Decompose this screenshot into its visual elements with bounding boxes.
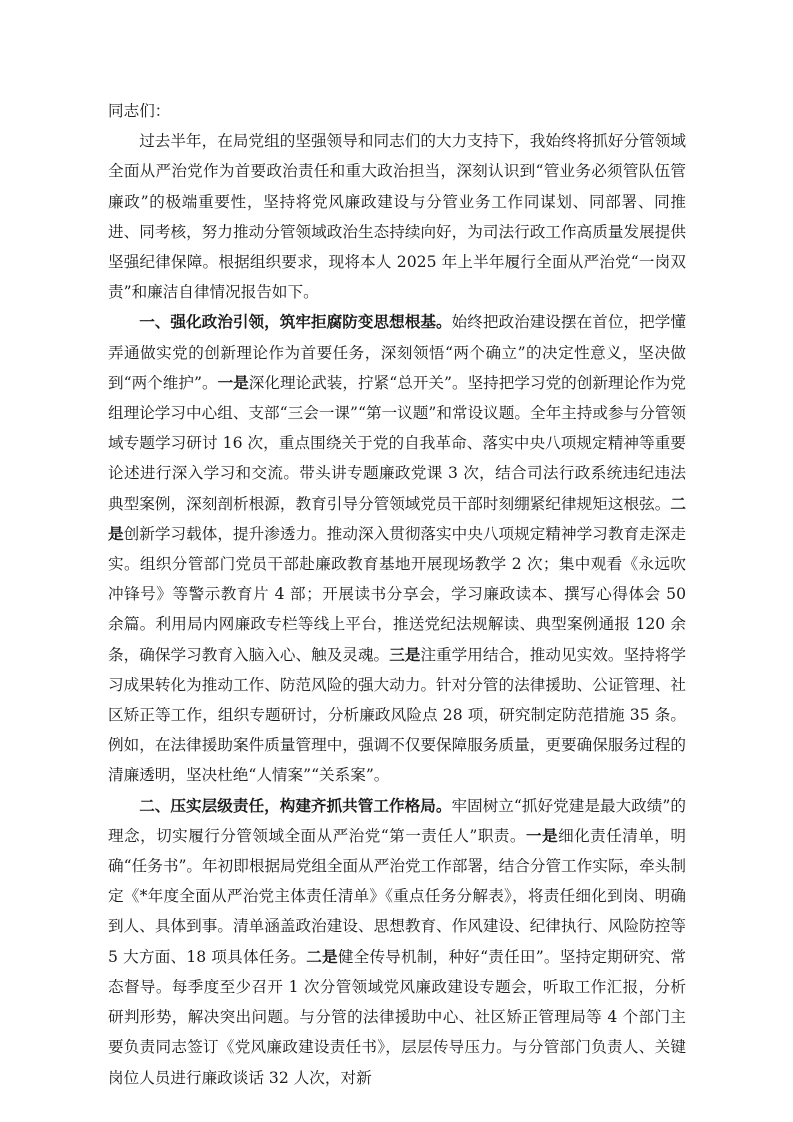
section-1-point-2-label: 二是 bbox=[108, 493, 686, 543]
section-2-heading: 二、压实层级责任，构建齐抓共管工作格局。 bbox=[139, 795, 452, 815]
intro-paragraph: 过去半年，在局党组的坚强领导和同志们的大力支持下，我始终将抓好分管领域全面从严治党作为首要政治责任和重大政治担当，深刻认识到“管业务必须管队伍管廉政”的极端重要性，坚持将党风廉政建设与分管业务工作同谋划、同部署、同推进、同考核，努力推动分管领域政治生态持续向好，为司法行政工作高质量发展提供坚强纪律保障。根据组织要求，现将本人 2025 年上半年履行全面从严治党“一岗双责”和廉洁自律情况报告如下。 bbox=[108, 132, 686, 302]
section-2-point-2-label: 二是 bbox=[306, 946, 338, 966]
section-2-lead: 牢固树立“抓好党建是最大政绩”的理念，切实履行分管领域全面从严治党“第一责任人”职责。 bbox=[108, 796, 686, 845]
section-1-point-3-label: 三是 bbox=[389, 644, 421, 664]
section-1-point-1-label: 一是 bbox=[217, 372, 249, 392]
section-1-heading: 一、强化政治引领，筑牢拒腐防变思想根基。 bbox=[139, 312, 452, 332]
section-1-point-3-text: 注重学用结合，推动见实效。坚持将学习成果转化为推动工作、防范风险的强大动力。针对分管的法律援助、公证管理、社区矫正等工作，组织专题研讨，分析廉政风险点 28 项，研究制定防范措施 35 条。例如，在法律援助案件质量管理中，强调不仅要保障服务质量，更要确保服务过程的清廉透明，坚决杜绝“人情案”“关系案”。 bbox=[108, 645, 686, 785]
salutation: 同志们： bbox=[108, 102, 171, 120]
section-1-lead: 始终把政治建设摆在首位，把学懂弄通做实党的创新理论作为首要任务，深刻领悟“两个确立”的决定性意义，坚决做到“两个维护”。 bbox=[108, 313, 686, 392]
section-1-point-2-text: 创新学习载体，提升渗透力。推动深入贯彻落实中央八项规定精神学习教育走深走实。组织分管部门党员干部赴廉政教育基地开展现场教学 2 次；集中观看《永远吹冲锋号》等警示教育片 4 部；开展读书分享会，学习廉政读本、撰写心得体会 50 余篇。利用局内网廉政专栏等线上平台，推送党纪法规解读、典型案例通报 120 余条，确保学习教育入脑入心、触及灵魂。 bbox=[108, 524, 686, 664]
section-2-paragraph bbox=[108, 791, 686, 1093]
document-page bbox=[108, 96, 686, 1093]
section-1-paragraph bbox=[108, 307, 686, 790]
section-1-point-1-text: 深化理论武装，拧紧“总开关”。坚持把学习党的创新理论作为党组理论学习中心组、支部“三会一课”“第一议题”和常设议题。全年主持或参与分管领域专题学习研讨 16 次，重点围绕关于党的自我革命、落实中央八项规定精神等重要论述进行深入学习和交流。带头讲专题廉政党课 3 次，结合司法行政系统违纪违法典型案例，深刻剖析根源，教育引导分管领域党员干部时刻绷紧纪律规矩这根弦。 bbox=[108, 373, 686, 513]
section-2-point-2-text: 健全传导机制，种好“责任田”。坚持定期研究、常态督导。每季度至少召开 1 次分管领域党风廉政建设专题会，听取工作汇报，分析研判形势，解决突出问题。与分管的法律援助中心、社区矫正管理局等 4 个部门主要负责同志签订《党风廉政建设责任书》，层层传导压力。与分管部门负责人、关键岗位人员进行廉政谈话 32 人次，对新 bbox=[108, 947, 686, 1087]
section-2-point-1-label: 一是 bbox=[525, 825, 559, 845]
section-2-point-1-text: 细化责任清单，明确“任务书”。年初即根据局党组全面从严治党工作部署，结合分管工作实际，牵头制定《*年度全面从严治党主体责任清单》《重点任务分解表》，将责任细化到岗、明确到人、具体到事。清单涵盖政治建设、思想教育、作风建设、纪律执行、风险防控等 5 大方面、18 项具体任务。 bbox=[108, 826, 686, 966]
